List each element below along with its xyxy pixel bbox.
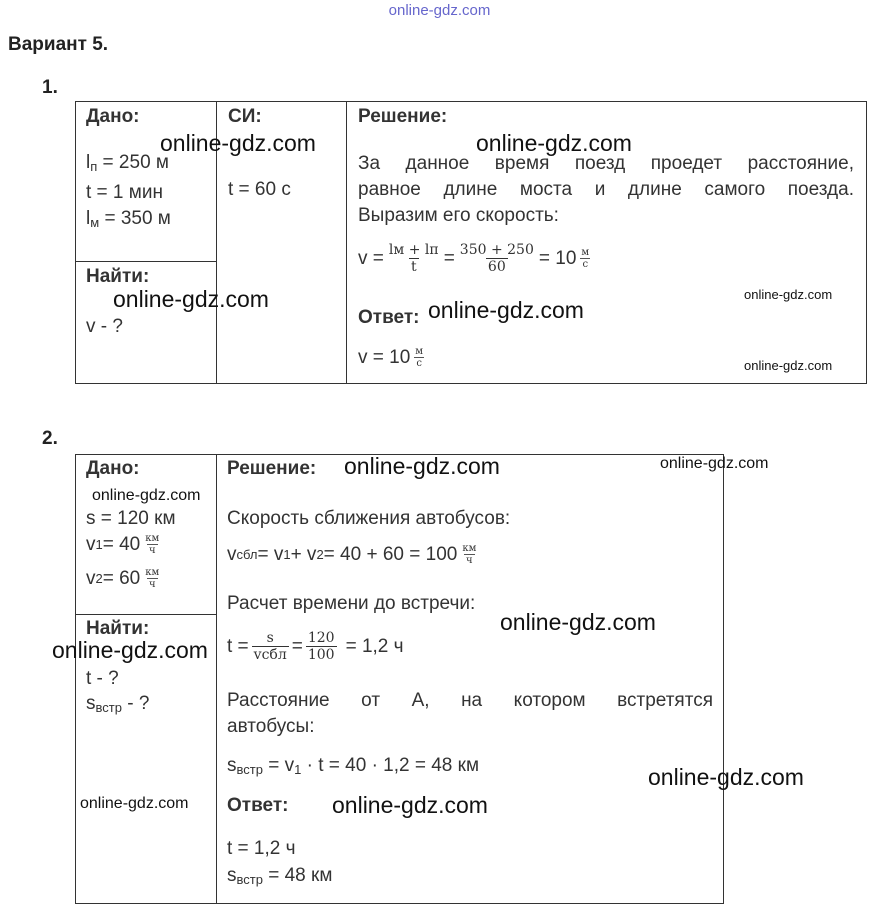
- problem-2-number: 2.: [42, 428, 58, 449]
- answer-t: t = 1,2 ч: [227, 838, 296, 859]
- naiti-label: Найти:: [86, 618, 150, 639]
- otvet-label: Ответ:: [358, 307, 420, 328]
- divider: [346, 102, 347, 383]
- find-t: t - ?: [86, 668, 119, 689]
- watermark: online-gdz.com: [80, 795, 189, 812]
- watermark: online-gdz.com: [428, 297, 584, 323]
- watermark: online-gdz.com: [500, 609, 656, 635]
- answer-s: $s_{встр} = 48$ км: [227, 865, 333, 887]
- si-value: t = 60 с: [228, 179, 291, 200]
- given-item: t = 1 мин: [86, 182, 163, 203]
- solution-line: Расчет времени до встречи:: [227, 593, 476, 614]
- watermark: online-gdz.com: [744, 287, 833, 302]
- answer: v = 10 $\frac{м}{с}$: [358, 346, 424, 369]
- dano-label: Дано:: [86, 106, 140, 127]
- si-label: СИ:: [228, 106, 262, 127]
- solution-line: Выразим его скорость:: [358, 205, 559, 226]
- given-v1: v 1 = 40 $\frac{км}{ч}$: [86, 533, 160, 556]
- solution-line: Скорость сближения автобусов:: [227, 508, 511, 529]
- divider: [216, 455, 217, 903]
- reshenie-label: Решение:: [227, 458, 317, 479]
- reshenie-label: Решение:: [358, 106, 448, 127]
- page-title: Вариант 5.: [8, 34, 109, 55]
- watermark: online-gdz.com: [160, 130, 316, 156]
- solution-line: автобусы:: [227, 716, 315, 737]
- watermark: online-gdz.com: [113, 286, 269, 312]
- find-value: v - ?: [86, 316, 123, 337]
- problem-1-number: 1.: [42, 77, 58, 98]
- naiti-label: Найти:: [86, 266, 150, 287]
- distance-formula: $s_{встр} = v_1 \cdot t = 40 \cdot 1,2 = 48$ км: [227, 755, 480, 777]
- watermark: online-gdz.com: [332, 792, 488, 818]
- solution-line: равное длине моста и длине самого поезда.: [358, 179, 854, 200]
- watermark: online-gdz.com: [344, 453, 500, 479]
- given-item: $l_п = 250$ м: [86, 152, 169, 174]
- given-item: $l_м = 350$ м: [86, 208, 171, 230]
- watermark: online-gdz.com: [648, 764, 804, 790]
- watermark: online-gdz.com: [92, 487, 201, 504]
- approach-speed-formula: v сбл = v 1 + v 2 = 40 + 60 = 100 $\frac{км}{ч}$: [227, 543, 477, 566]
- dano-label: Дано:: [86, 458, 140, 479]
- watermark: online-gdz.com: [52, 637, 208, 663]
- find-s: $s_{встр}$ - ?: [86, 693, 150, 715]
- given-s: s = 120 км: [86, 508, 176, 529]
- speed-formula: v = $\frac{lм + lп}{t}$ = $\frac{350 + 250}{60}$ = 10 $\frac{м}{с}$: [358, 242, 590, 275]
- given-v2: v 2 = 60 $\frac{км}{ч}$: [86, 567, 160, 590]
- divider: [76, 614, 216, 615]
- solution-text: [358, 151, 854, 229]
- otvet-label: Ответ:: [227, 795, 289, 816]
- time-formula: t = $\frac{s}{\text{vсбл}}$ = $\frac{120}{100}$ = 1,2 ч: [227, 630, 404, 663]
- watermark: online-gdz.com: [660, 455, 769, 472]
- watermark: online-gdz.com: [744, 358, 833, 373]
- watermark-top: online-gdz.com: [388, 2, 491, 19]
- solution-line: Расстояние от А, на котором встретятся: [227, 690, 713, 711]
- given-list: [86, 150, 171, 236]
- watermark: online-gdz.com: [476, 130, 632, 156]
- divider: [76, 261, 216, 262]
- solution-line: За данное время поезд проедет расстояние,: [358, 153, 854, 174]
- problem-2-table: [75, 454, 724, 904]
